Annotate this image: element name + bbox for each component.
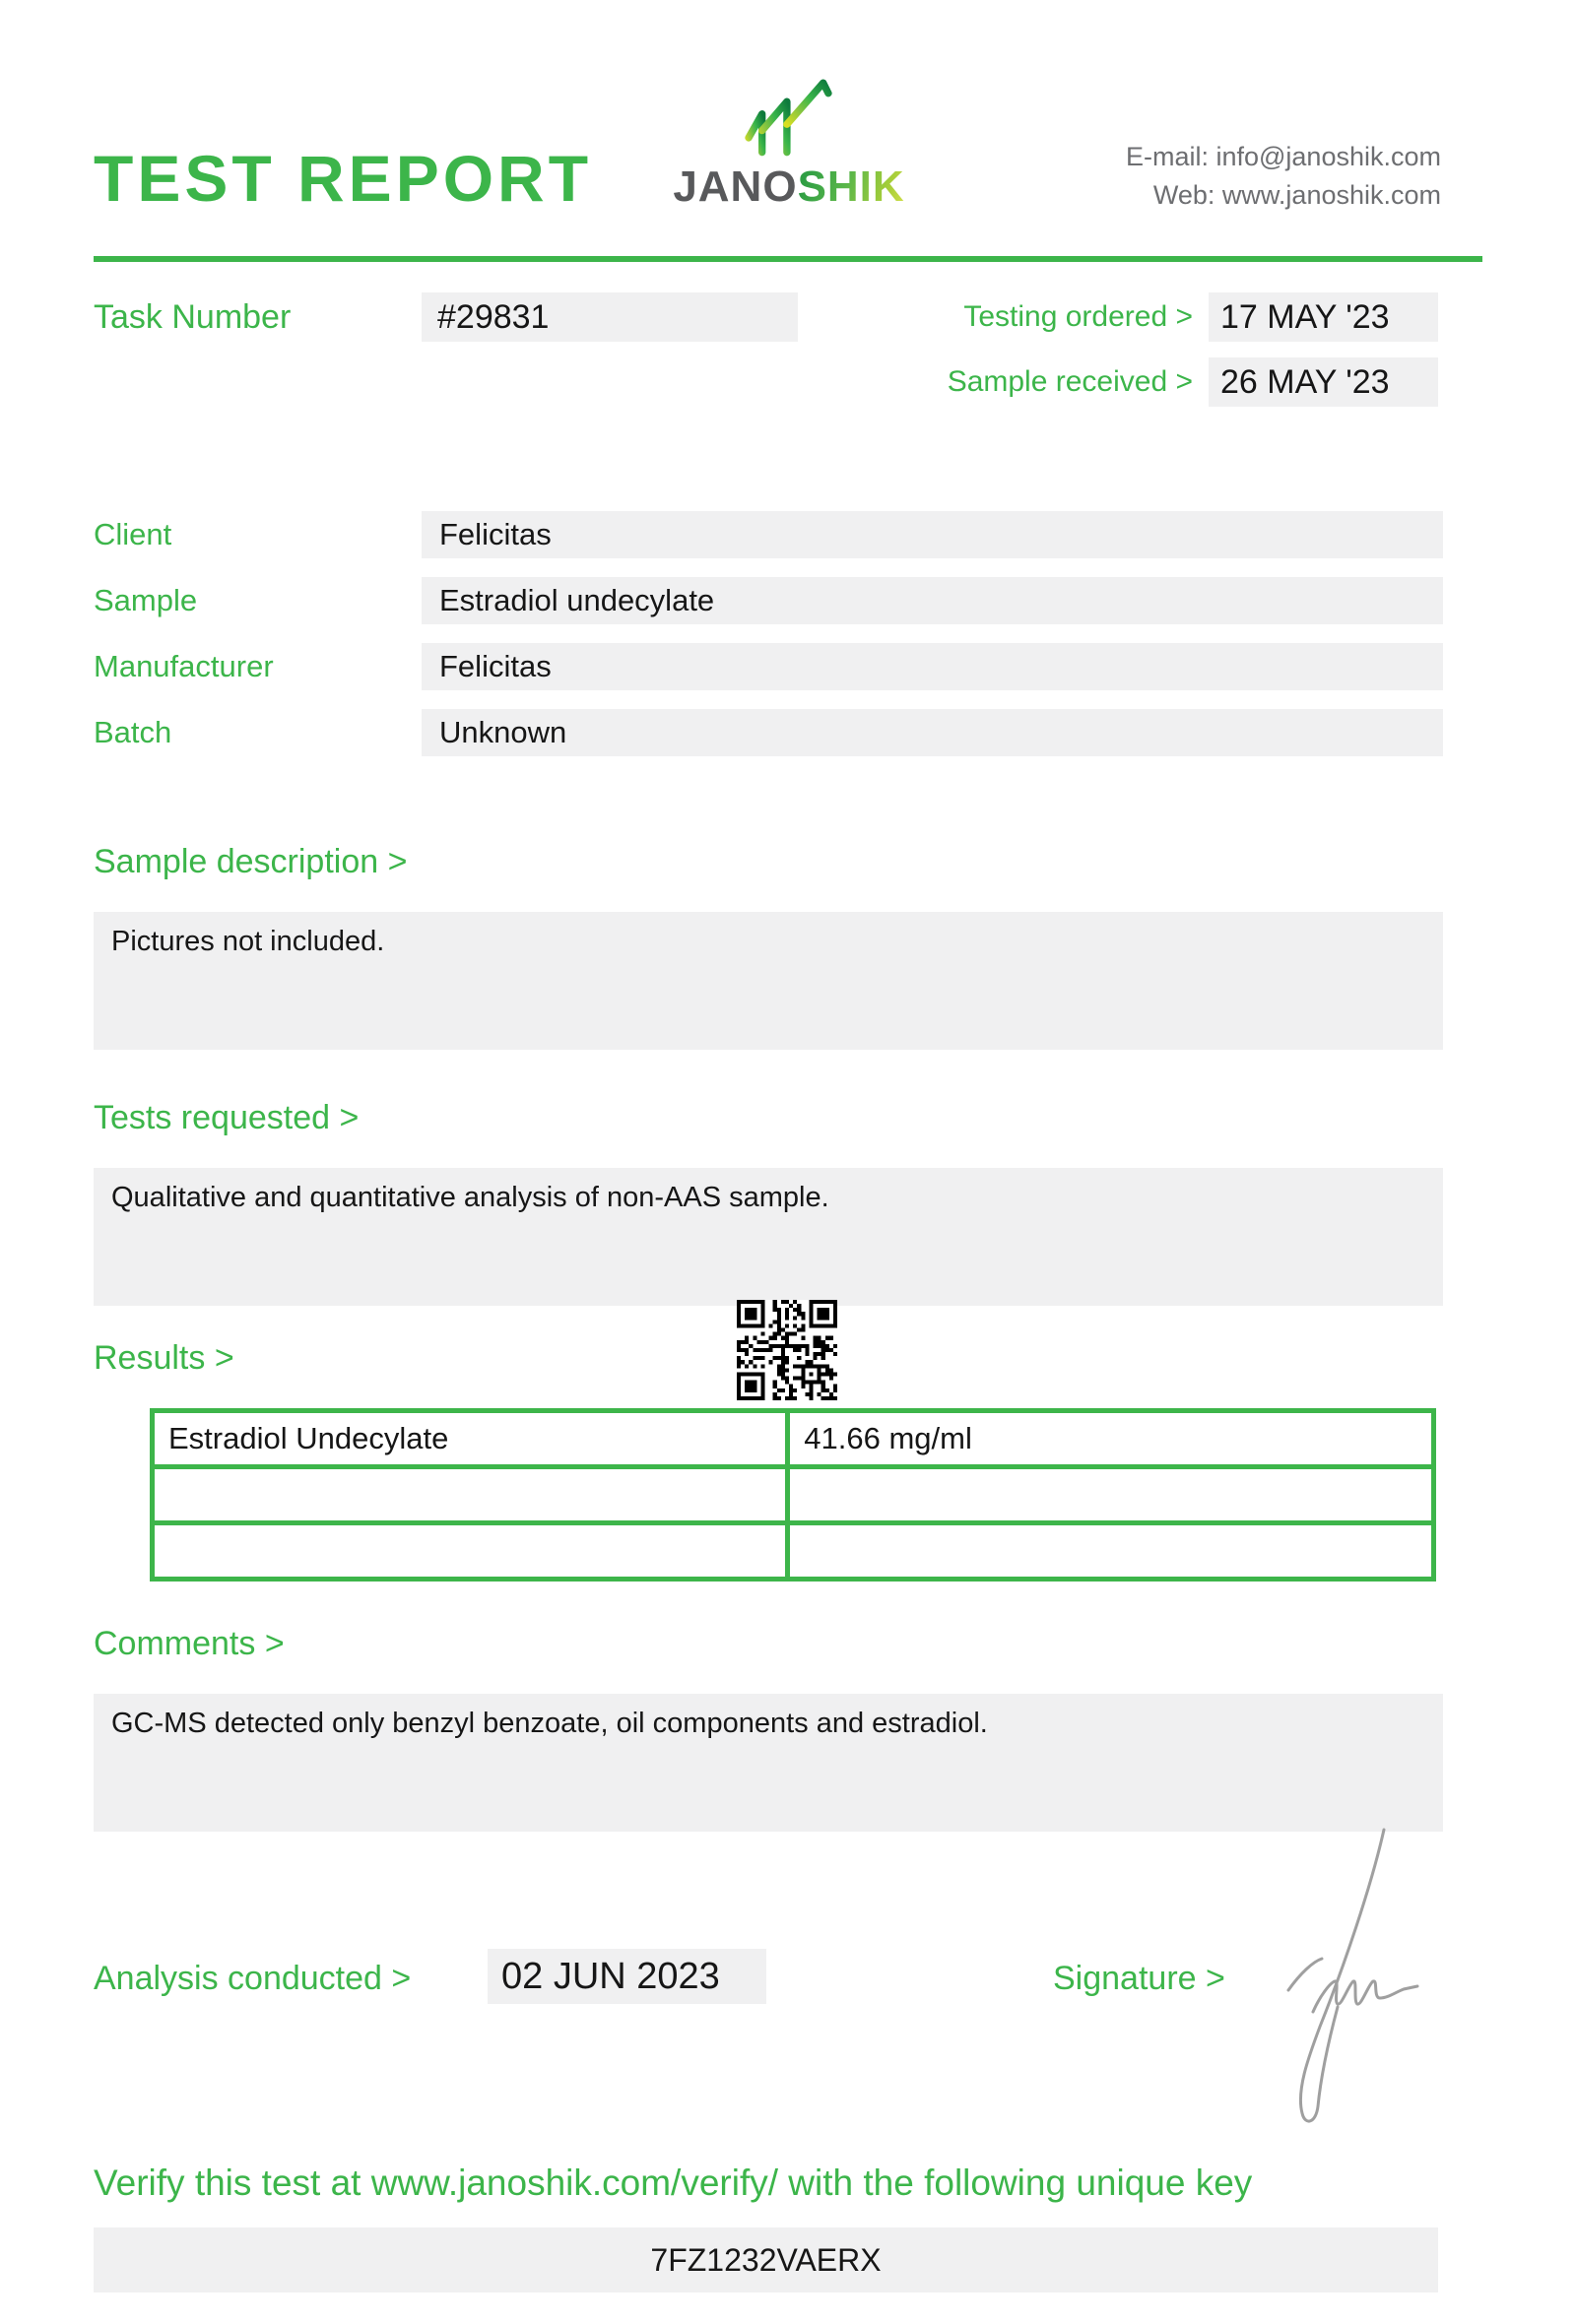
detail-value: Felicitas xyxy=(422,643,1443,690)
result-substance-cell xyxy=(153,1523,788,1580)
testing-ordered-row xyxy=(963,292,1438,342)
sample-received-row xyxy=(948,357,1438,407)
logo-shik-text: SHIK xyxy=(797,162,905,211)
detail-row-sample xyxy=(94,577,1443,624)
sample-description-heading: Sample description > xyxy=(94,843,408,880)
comments-heading: Comments > xyxy=(94,1625,285,1662)
task-number-label: Task Number xyxy=(94,297,292,336)
contact-email: E-mail: info@janoshik.com xyxy=(1125,142,1441,171)
growth-chart-icon xyxy=(744,79,834,160)
dates-block xyxy=(948,292,1438,407)
results-row xyxy=(153,1467,1434,1523)
brand-logo xyxy=(673,79,905,211)
result-value-cell xyxy=(788,1467,1434,1523)
analysis-date-value: 02 JUN 2023 xyxy=(488,1949,766,2004)
tests-requested-box: Qualitative and quantitative analysis of non-AAS sample. xyxy=(94,1168,1443,1306)
unique-key-value: 7FZ1232VAERX xyxy=(650,2241,882,2278)
result-value-cell: 41.66 mg/ml xyxy=(788,1411,1434,1467)
result-substance-cell xyxy=(153,1467,788,1523)
detail-value: Unknown xyxy=(422,709,1443,756)
detail-value: Felicitas xyxy=(422,511,1443,558)
verify-text: Verify this test at www.janoshik.com/verify/ with the following unique key xyxy=(94,2163,1253,2203)
detail-row-batch xyxy=(94,709,1443,756)
qr-code xyxy=(737,1300,837,1400)
testing-ordered-value: 17 MAY '23 xyxy=(1209,292,1438,342)
result-substance-cell: Estradiol Undecylate xyxy=(153,1411,788,1467)
sample-received-label: Sample received > xyxy=(947,365,1193,398)
detail-row-client xyxy=(94,511,1443,558)
task-number-value: #29831 xyxy=(422,292,798,342)
testing-ordered-label: Testing ordered > xyxy=(963,300,1193,333)
detail-label: Manufacturer xyxy=(94,649,274,683)
tests-requested-heading: Tests requested > xyxy=(94,1099,360,1136)
detail-label: Sample xyxy=(94,583,198,617)
result-value-cell xyxy=(788,1523,1434,1580)
detail-label: Client xyxy=(94,517,172,551)
page-title: TEST REPORT xyxy=(94,142,593,215)
logo-jano-text: JANO xyxy=(673,162,798,211)
sample-received-value: 26 MAY '23 xyxy=(1209,357,1438,407)
comments-box: GC-MS detected only benzyl benzoate, oil components and estradiol. xyxy=(94,1694,1443,1832)
results-row xyxy=(153,1523,1434,1580)
detail-row-manufacturer xyxy=(94,643,1443,690)
contact-info xyxy=(1126,138,1441,215)
detail-label: Batch xyxy=(94,715,172,749)
details-section xyxy=(94,511,1443,775)
results-table xyxy=(150,1408,1436,1582)
detail-value: Estradiol undecylate xyxy=(422,577,1443,624)
results-heading: Results > xyxy=(94,1339,234,1377)
results-row xyxy=(153,1411,1434,1467)
signature-label: Signature > xyxy=(1053,1960,1225,1997)
analysis-conducted-label: Analysis conducted > xyxy=(94,1960,412,1997)
sample-description-box: Pictures not included. xyxy=(94,912,1443,1050)
header-divider xyxy=(94,256,1482,262)
task-number-row xyxy=(94,292,798,342)
signature-image xyxy=(1259,1818,1428,2145)
contact-web: Web: www.janoshik.com xyxy=(1152,180,1441,210)
logo-wordmark xyxy=(673,162,905,211)
unique-key-box xyxy=(94,2227,1438,2292)
